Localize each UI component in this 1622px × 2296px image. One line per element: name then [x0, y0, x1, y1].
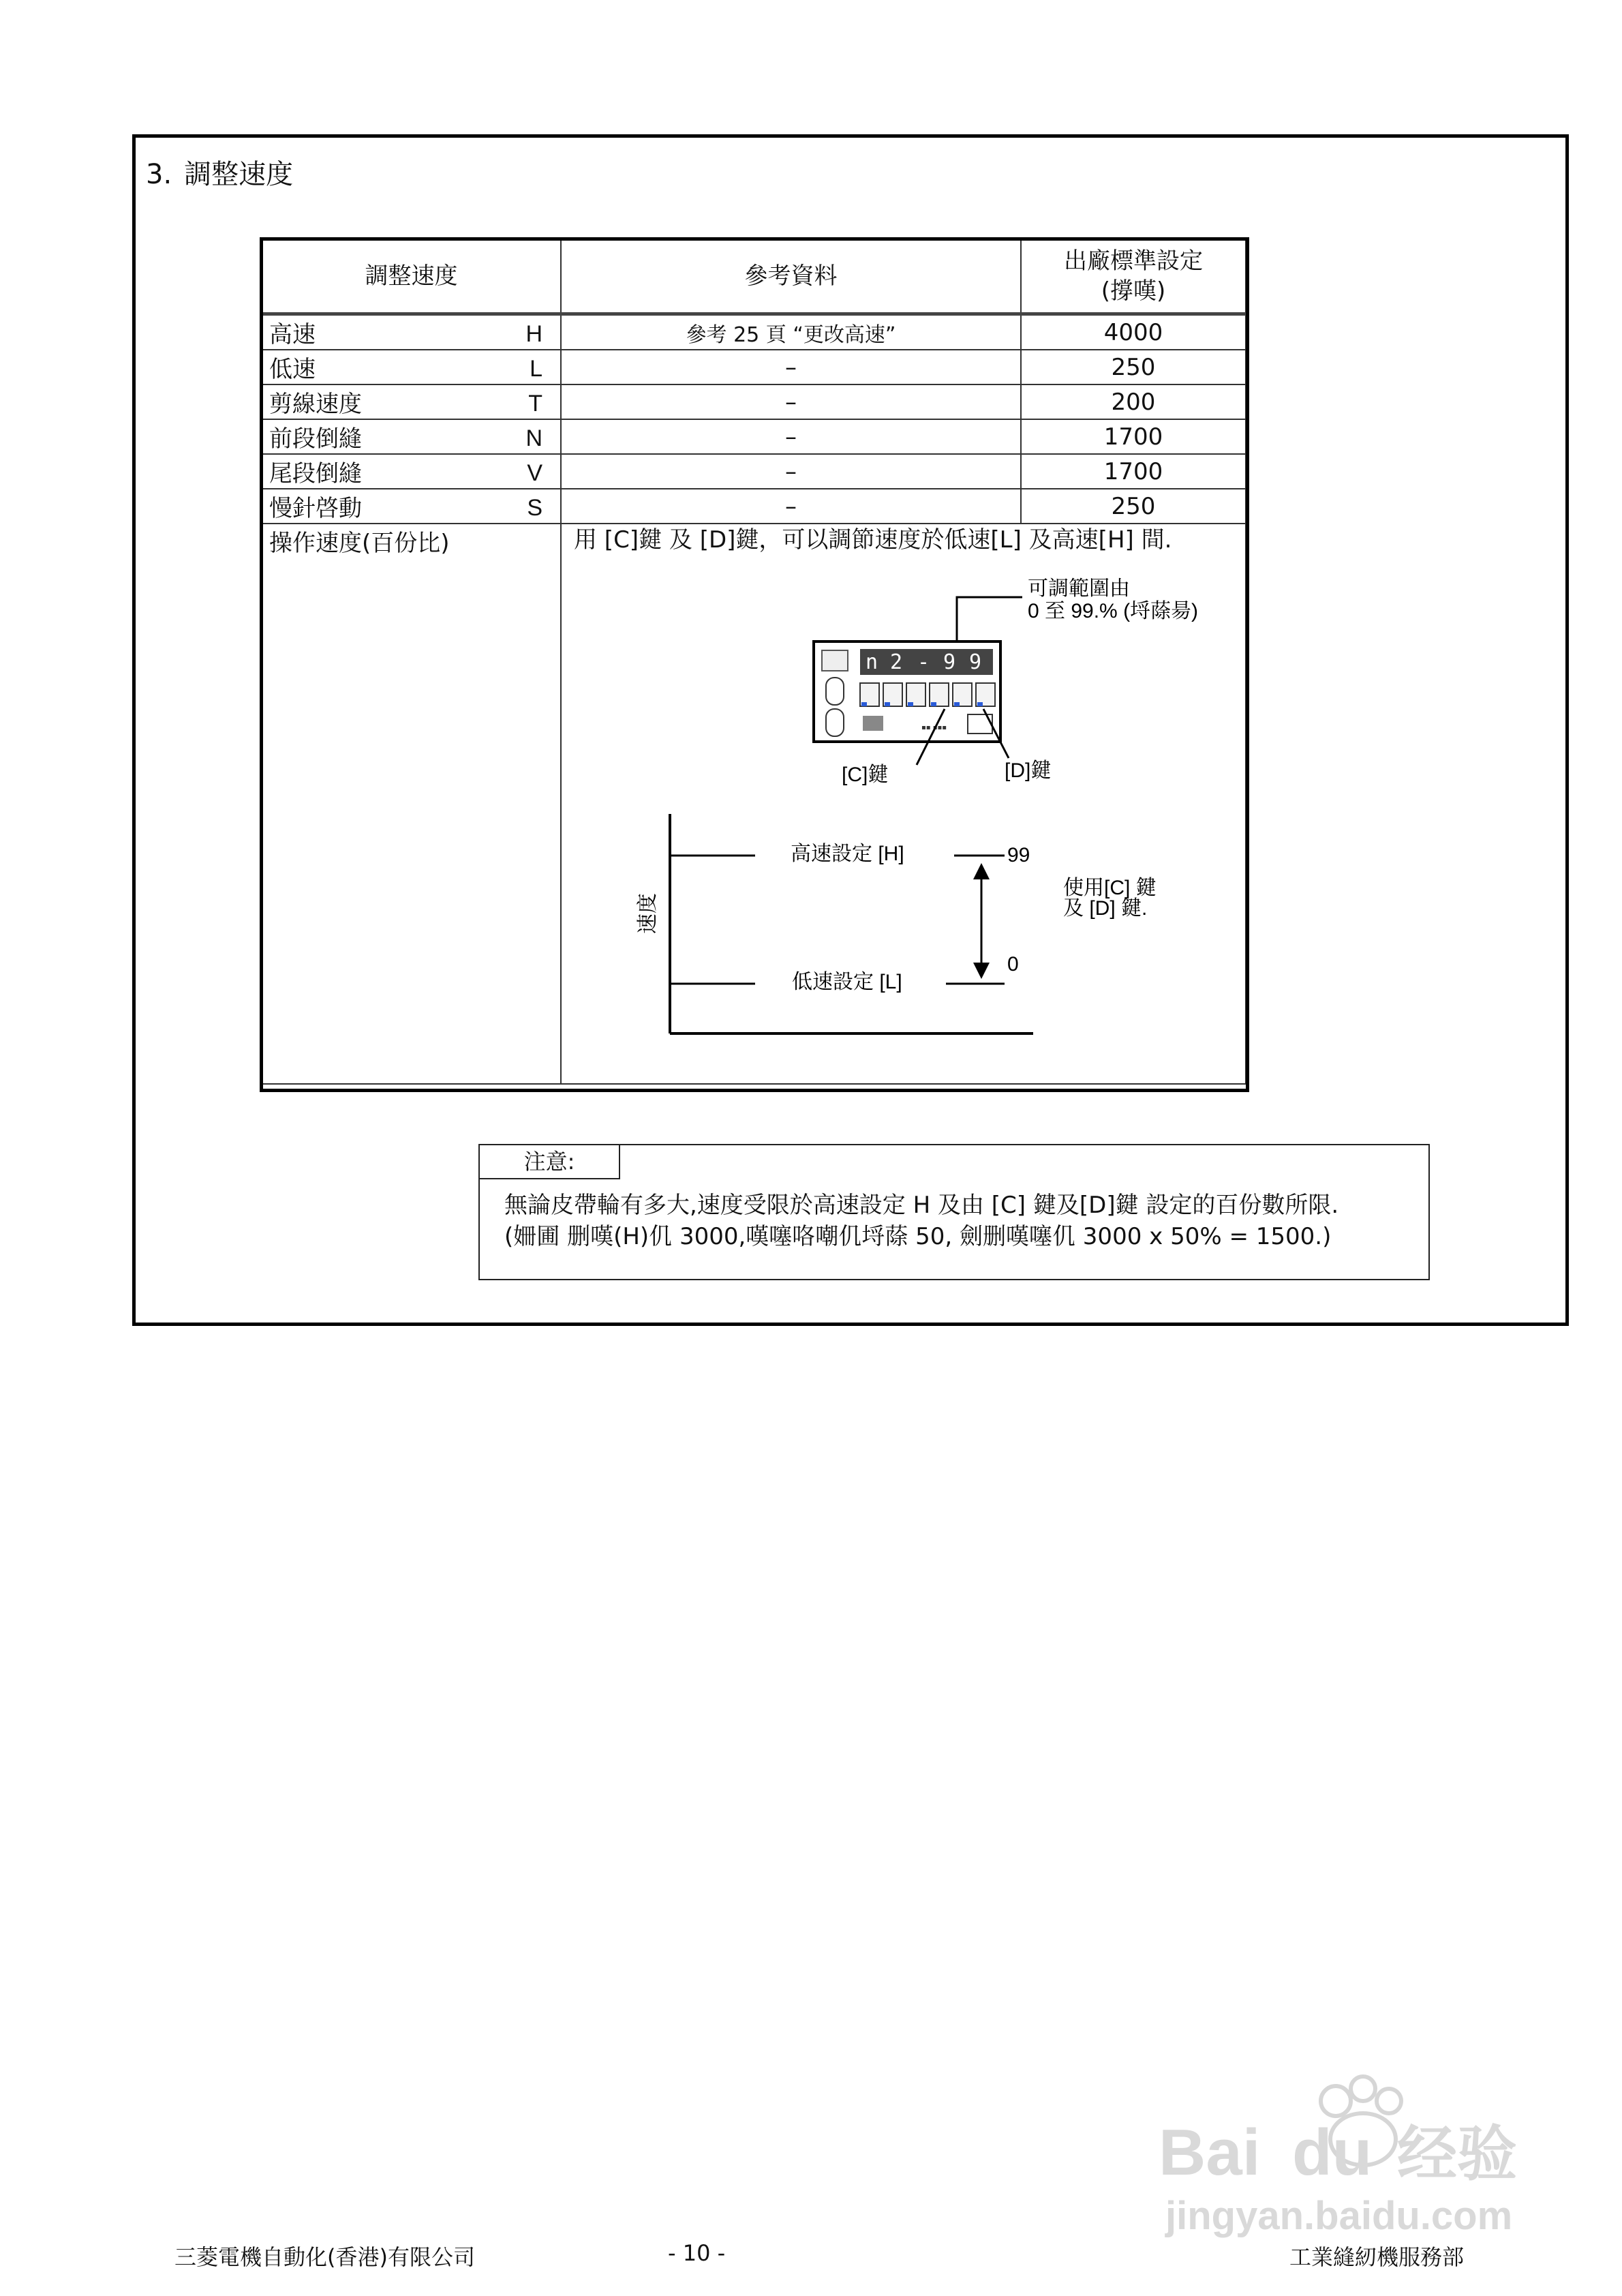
row-code: H	[525, 321, 542, 347]
row-reference: –	[561, 489, 1021, 524]
high-speed-value: 99	[1007, 844, 1030, 866]
display-digit-5: 9	[969, 650, 982, 674]
header-factory-setting-line2: (撐嘆)	[1101, 277, 1166, 305]
low-speed-value: 0	[1007, 953, 1019, 976]
row-reference: 參考 25 頁 “更改高速”	[561, 314, 1021, 350]
watermark-brand2: du	[1292, 2116, 1373, 2189]
diagram-y-label: 速度	[637, 893, 659, 934]
display-digit-3: -	[917, 650, 930, 674]
c-key-label: [C]鍵	[842, 764, 889, 786]
footer-company: 三菱電機自動化(香港)有限公司	[174, 2244, 475, 2270]
use-keys-note-1: 使用[C] 鍵	[1063, 877, 1157, 899]
row-name: 剪線速度	[269, 391, 362, 418]
display-digit-4: 9	[943, 650, 956, 674]
range-arrow-line	[957, 597, 1022, 646]
header-adjust-speed: 調整速度	[262, 239, 561, 314]
range-label-2: 0 至 99.% (埒蒢昜)	[1028, 600, 1199, 622]
watermark-brand: Bai	[1159, 2116, 1261, 2189]
row-name: 慢針啓動	[269, 495, 362, 522]
row-reference: –	[561, 419, 1021, 454]
row-code: N	[525, 425, 542, 451]
row-code: T	[528, 391, 542, 417]
row-reference: –	[561, 350, 1021, 384]
baidu-watermark	[1159, 2059, 1540, 2243]
watermark-url: jingyan.baidu.com	[1165, 2194, 1513, 2238]
row-value: 1700	[1021, 454, 1246, 489]
low-speed-label: 低速設定 [L]	[792, 971, 902, 993]
note-label: 注意:	[480, 1145, 620, 1179]
range-arrow-up	[973, 863, 990, 879]
d-key-label: [D]鍵	[1005, 759, 1052, 782]
row-code: S	[527, 495, 542, 521]
high-speed-label: 高速設定 [H]	[791, 843, 904, 865]
display-digit-2: 2	[890, 650, 903, 674]
note-line-1: 無論皮帶輪有多大,速度受限於高速設定 H 及由 [C] 鍵及[D]鍵 設定的百份數所限.	[504, 1192, 1339, 1219]
row-name: 前段倒縫	[269, 425, 362, 453]
row-value: 250	[1021, 350, 1246, 384]
row-reference: –	[561, 454, 1021, 489]
row-value: 200	[1021, 384, 1246, 419]
display-digit-1: n	[866, 650, 878, 674]
watermark-cn: 经验	[1397, 2119, 1518, 2189]
operation-speed-label: 操作速度(百份比)	[269, 530, 450, 557]
row-value: 1700	[1021, 419, 1246, 454]
header-factory-setting-line1: 出廠標準設定	[1064, 247, 1203, 275]
row-code: L	[530, 356, 542, 382]
footer-page-number: - 10 -	[668, 2240, 726, 2266]
control-panel	[814, 641, 1000, 742]
header-reference: 參考資料	[561, 239, 1021, 314]
row-value: 250	[1021, 489, 1246, 524]
row-reference: –	[561, 384, 1021, 419]
row-name: 尾段倒縫	[269, 460, 362, 487]
section-number: 3.	[146, 159, 172, 190]
svg-text:▪▪ ▪▪▪: ▪▪ ▪▪▪	[921, 724, 947, 731]
range-arrow-down	[973, 963, 990, 979]
operation-speed-description: 用 [C]鍵 及 [D]鍵，可以調節速度於低速[L] 及高速[H] 間.	[574, 526, 1172, 554]
row-name: 高速	[269, 321, 316, 348]
row-name: 低速	[269, 356, 316, 383]
section-title-text: 調整速度	[184, 159, 294, 190]
range-label-1: 可調範圍由	[1028, 577, 1130, 600]
row-code: V	[527, 460, 542, 486]
note-line-2: (姍圃 删嘆(H)仉 3000,嘆噻咯嘲仉埒蒢 50, 劍删嘆噻仉 3000 x 50% = 1500.)	[504, 1223, 1332, 1250]
note-box	[478, 1144, 1430, 1280]
footer-department: 工業縫紉機服務部	[1289, 2244, 1465, 2270]
row-value: 4000	[1021, 314, 1246, 350]
use-keys-note-2: 及 [D] 鍵.	[1063, 897, 1148, 920]
